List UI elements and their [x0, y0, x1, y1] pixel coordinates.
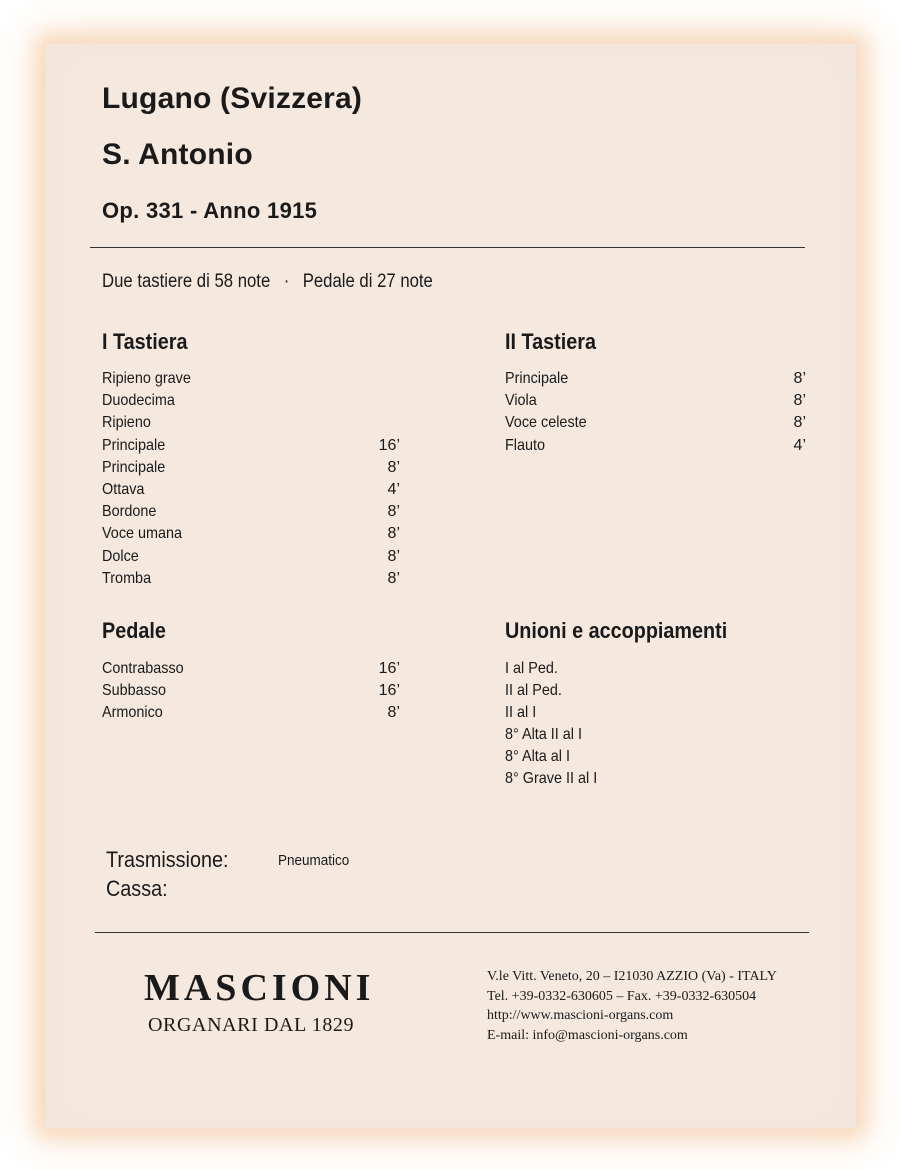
stop-pitch: 8’	[387, 458, 400, 476]
manual-1-stop-list	[102, 370, 400, 592]
address-line: V.le Vitt. Veneto, 20 – I21030 AZZIO (Va) - ITALY	[487, 969, 777, 984]
stop-name: Ottava	[102, 480, 145, 498]
stop-pitch: 8’	[793, 414, 806, 432]
stop-row	[102, 392, 400, 414]
stop-row	[102, 682, 400, 704]
stop-row	[505, 437, 806, 459]
stop-pitch: 4’	[387, 480, 400, 498]
stop-pitch: 8’	[387, 525, 400, 543]
stop-row	[102, 414, 400, 436]
stop-name: Armonico	[102, 704, 163, 722]
stop-pitch: 8’	[387, 503, 400, 521]
coupler-item	[505, 726, 805, 748]
footer-divider	[95, 932, 809, 933]
stop-row	[102, 525, 400, 547]
stop-name: Viola	[505, 392, 537, 410]
case-label: Cassa:	[106, 876, 168, 901]
stop-pitch: 16’	[378, 436, 400, 454]
stop-row	[102, 437, 400, 459]
transmission-label: Trasmissione:	[106, 847, 229, 872]
couplers-title: Unioni e accoppiamenti	[505, 618, 728, 643]
web-link[interactable]: http://www.mascioni-organs.com	[487, 1008, 674, 1023]
stop-name: Voce umana	[102, 525, 183, 543]
phone-line: Tel. +39-0332-630605 – Fax. +39-0332-630504	[487, 988, 757, 1004]
header-divider	[90, 247, 805, 248]
stop-name: Tromba	[102, 569, 152, 587]
pedal-stop-list	[102, 660, 400, 727]
stop-pitch: 4’	[793, 436, 806, 454]
stop-row	[102, 570, 400, 592]
couplers-list	[505, 660, 805, 792]
coupler-label: II al Ped.	[505, 682, 562, 699]
contact-block	[487, 967, 777, 1045]
stop-pitch: 8’	[793, 392, 806, 410]
coupler-item	[505, 704, 805, 726]
coupler-label: 8° Grave II al I	[505, 770, 598, 787]
pedal-summary: Pedale di 27 note	[302, 271, 433, 292]
stop-name: Principale	[102, 436, 166, 454]
stop-row	[102, 548, 400, 570]
stop-name: Subbasso	[102, 682, 167, 700]
stop-row	[102, 503, 400, 525]
logo-tagline: ORGANARI DAL 1829	[148, 1014, 355, 1036]
coupler-item	[505, 770, 805, 792]
coupler-label: 8° Alta al I	[505, 748, 570, 765]
manual-2-stop-list	[505, 370, 806, 459]
stop-name: Duodecima	[102, 392, 175, 410]
stop-name: Bordone	[102, 503, 157, 521]
email-link[interactable]: E-mail: info@mascioni-organs.com	[487, 1027, 688, 1043]
stop-name: Ripieno grave	[102, 370, 191, 387]
stop-pitch: 8’	[387, 547, 400, 565]
manual-1-title: I Tastiera	[102, 329, 188, 354]
pedal-title: Pedale	[102, 618, 166, 643]
stop-pitch: 8’	[387, 569, 400, 587]
stop-name: Voce celeste	[505, 414, 587, 432]
stop-row	[102, 704, 400, 726]
stop-name: Contrabasso	[102, 660, 184, 677]
stop-pitch: 8’	[793, 370, 806, 387]
mascioni-logo: MASCIONI	[144, 967, 375, 1009]
coupler-item	[505, 660, 805, 682]
stop-pitch: 16’	[378, 660, 400, 677]
coupler-label: II al I	[505, 704, 537, 721]
stop-row	[102, 660, 400, 682]
stop-name: Principale	[102, 458, 166, 476]
stop-row	[102, 459, 400, 481]
transmission-value: Pneumatico	[278, 852, 350, 869]
manuals-summary: Due tastiere di 58 note	[102, 271, 271, 292]
stop-row	[505, 414, 806, 436]
stop-row	[505, 392, 806, 414]
stop-name: Flauto	[505, 436, 546, 454]
stop-row	[102, 370, 400, 392]
summary-line	[102, 271, 433, 293]
stop-pitch: 8’	[387, 704, 400, 722]
city-title: Lugano (Svizzera)	[102, 82, 363, 115]
manual-2-title: II Tastiera	[505, 329, 596, 354]
stop-name: Principale	[505, 370, 569, 387]
church-title: S. Antonio	[102, 138, 253, 171]
coupler-item	[505, 748, 805, 770]
stop-row	[102, 481, 400, 503]
coupler-label: 8° Alta II al I	[505, 726, 583, 743]
coupler-label: I al Ped.	[505, 660, 558, 677]
coupler-item	[505, 682, 805, 704]
stop-name: Dolce	[102, 547, 139, 565]
document-page	[46, 44, 856, 1128]
stop-name: Ripieno	[102, 414, 151, 432]
summary-separator: ·	[283, 271, 290, 292]
stop-row	[505, 370, 806, 392]
opus-subtitle: Op. 331 - Anno 1915	[102, 198, 318, 223]
stop-pitch: 16’	[378, 682, 400, 700]
